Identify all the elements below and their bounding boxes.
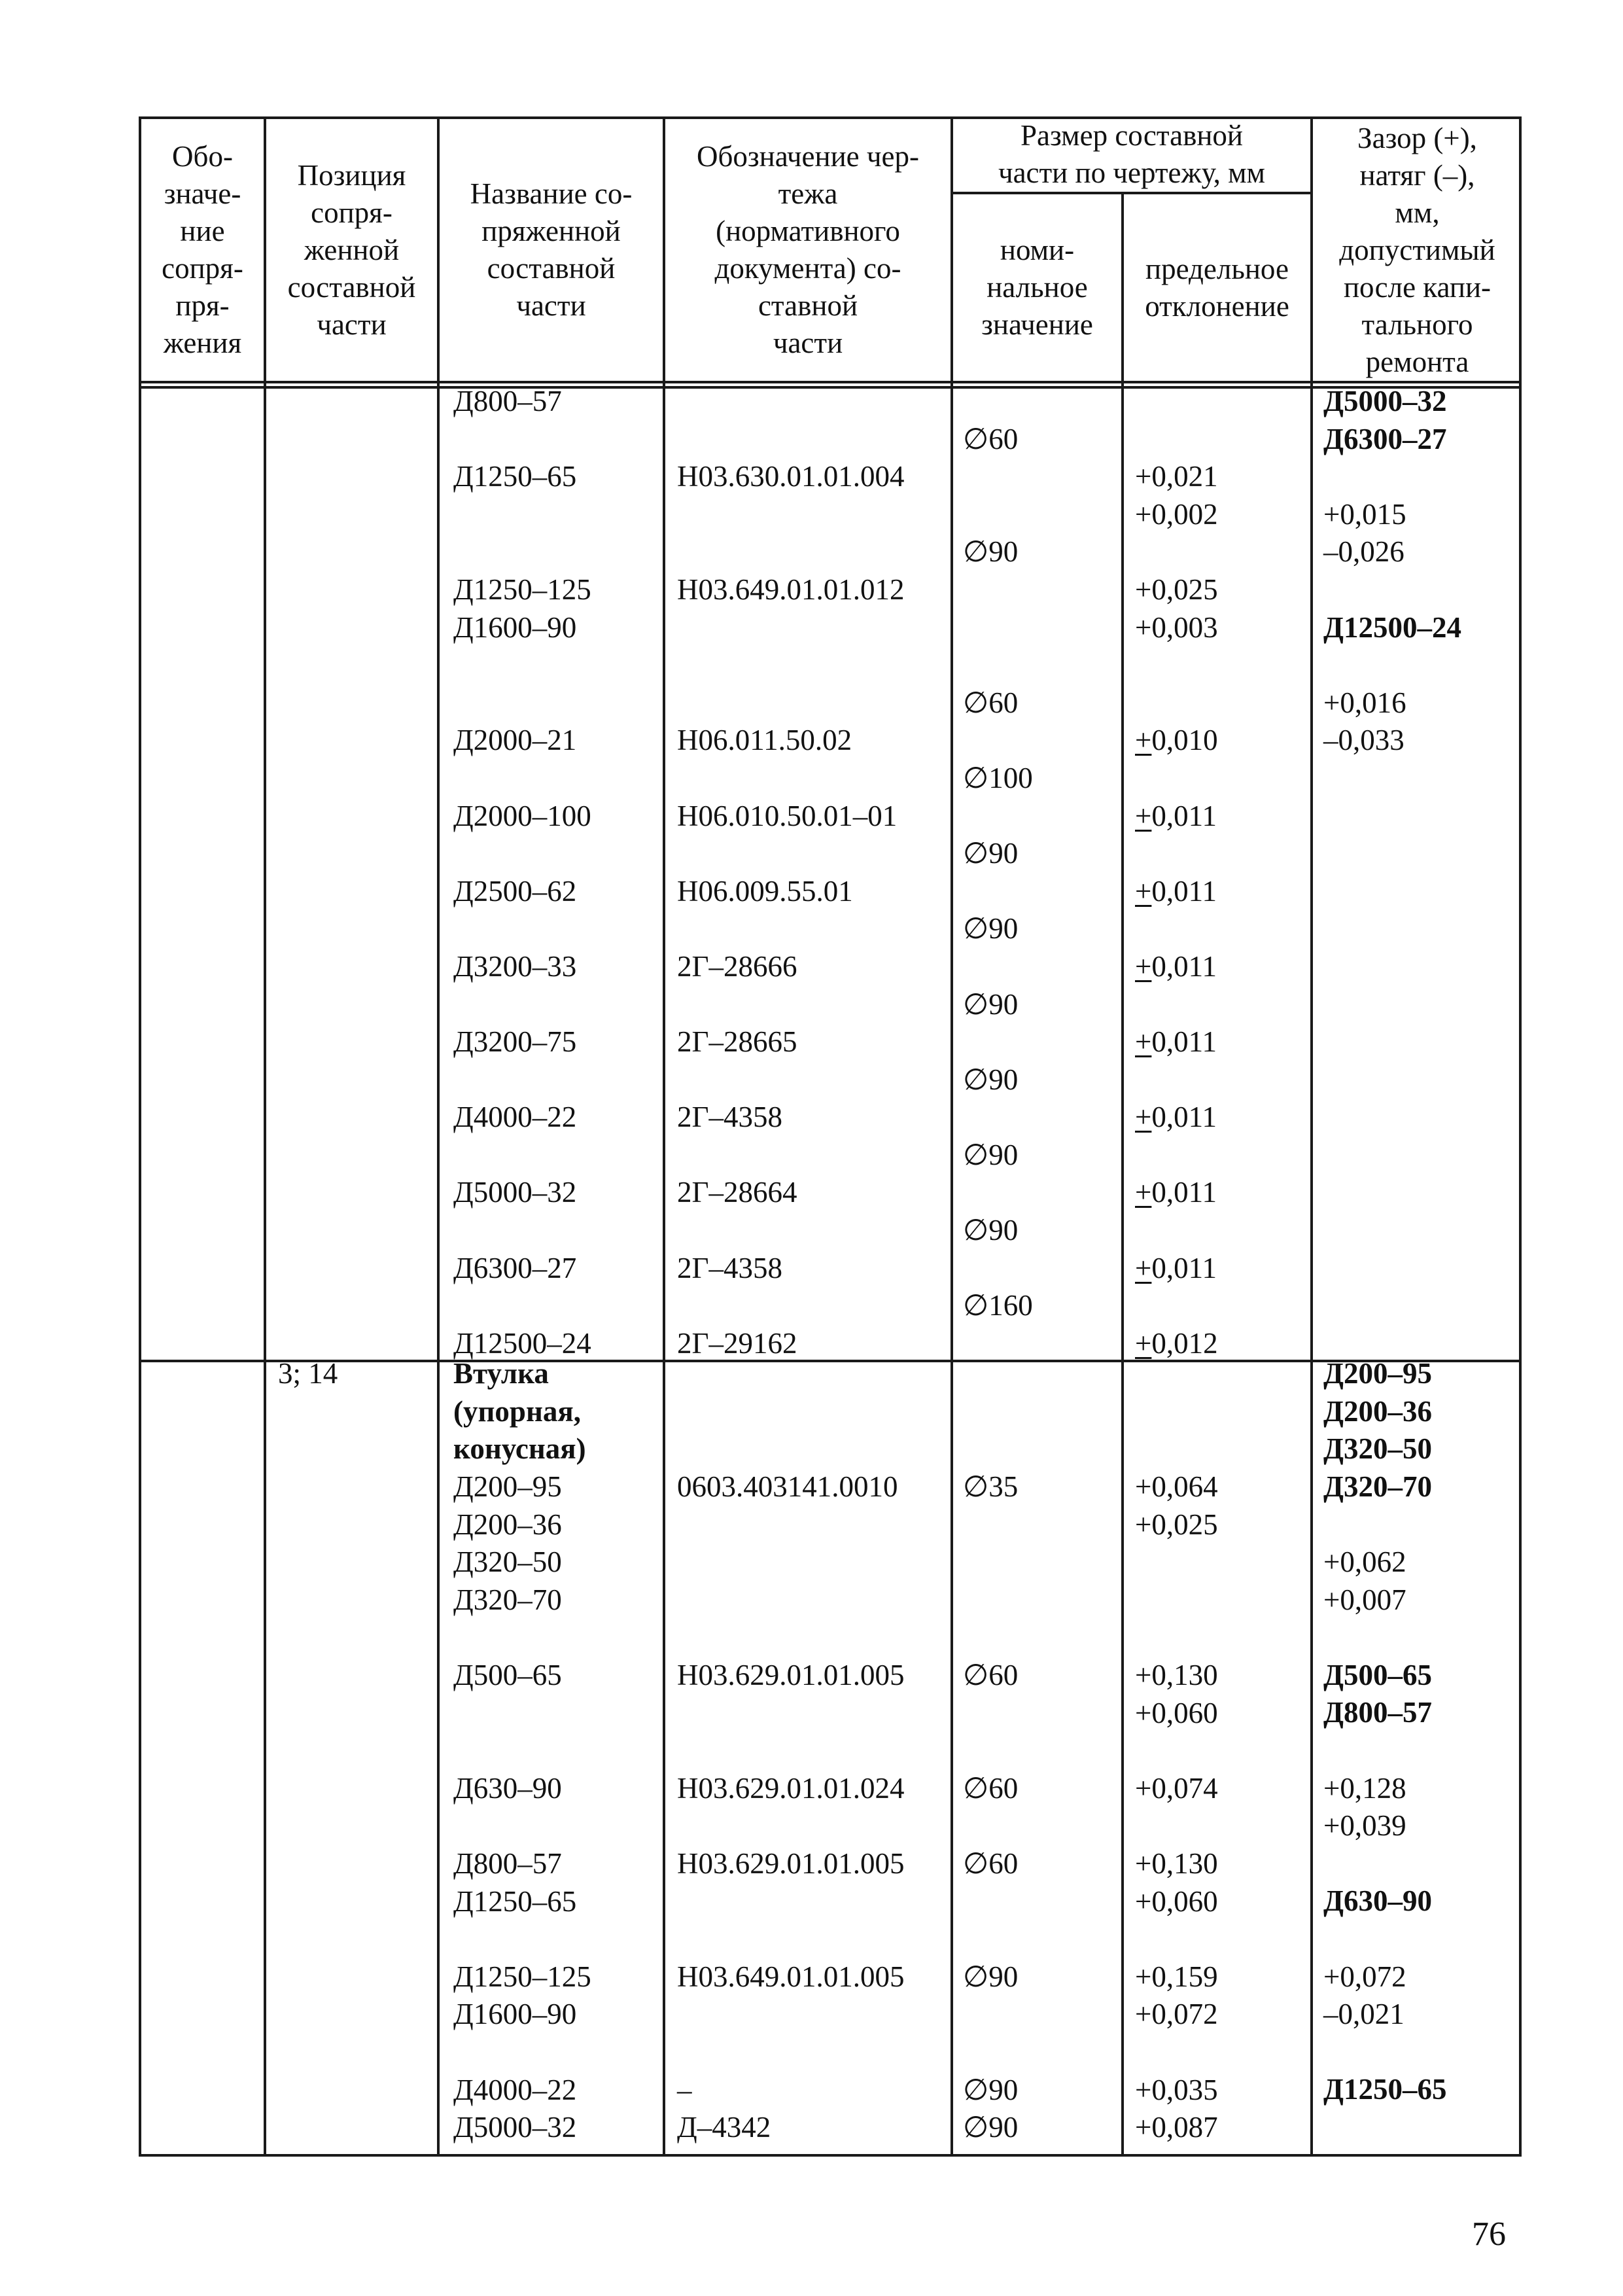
column-divider-3 (663, 116, 665, 2157)
table-line (963, 571, 1033, 609)
table-line (1135, 383, 1218, 421)
table-line: +0,039 (1323, 1809, 1406, 1843)
table-line: Д1250–65 (453, 460, 577, 493)
table-line (963, 1695, 1018, 1733)
table-line (1323, 1619, 1446, 1657)
table-line (963, 1099, 1033, 1137)
table-line: Д2500–62 (453, 874, 577, 908)
table-line: +0,074 (1135, 1771, 1218, 1805)
table-line: ∅90 (963, 837, 1019, 870)
table-line: Д6300–27 (1323, 422, 1447, 455)
table-line: Н06.009.55.01 (677, 874, 853, 908)
table-line (963, 798, 1033, 836)
table-line (677, 1920, 905, 1958)
section1-nominal-column (963, 383, 1033, 1362)
table-line (963, 1174, 1033, 1212)
table-line (1135, 760, 1218, 798)
table-line: ∅90 (963, 2073, 1019, 2106)
table-line (963, 1732, 1018, 1770)
table-line (677, 421, 905, 459)
table-line (1323, 458, 1461, 496)
table-line: Н03.629.01.01.005 (677, 1846, 905, 1880)
table-line (677, 760, 905, 798)
table-line: Д1250–125 (453, 573, 591, 606)
table-line: Д1250–125 (453, 1960, 591, 1993)
table-line: 2Г–29162 (677, 1326, 797, 1360)
table-line: +0,011 (1135, 1025, 1217, 1059)
table-line (677, 609, 905, 647)
table-line (453, 986, 591, 1024)
table-line: +0,011 (1135, 1101, 1217, 1134)
table-line: Д5000–32 (453, 2111, 577, 2144)
table-line: Д2000–21 (453, 724, 577, 757)
header-name: Название со- пряженной составной части (470, 177, 633, 322)
table-line: Д12500–24 (1323, 610, 1461, 644)
table-line: Д1600–90 (453, 610, 577, 644)
table-line: +0,025 (1135, 1508, 1218, 1541)
table-line: ∅60 (963, 686, 1019, 719)
table-line (1323, 1732, 1446, 1770)
table-line: +0,021 (1135, 460, 1218, 493)
table-line (963, 383, 1033, 421)
table-line: +0,015 (1323, 497, 1406, 531)
header-position: Позиция сопря- женной составной части (287, 158, 416, 341)
table-line: Д320–70 (1323, 1470, 1432, 1503)
table-line: Д1250–65 (453, 1884, 577, 1918)
table-line (1135, 1061, 1218, 1099)
table-line (1135, 1732, 1218, 1770)
table-line (677, 1287, 905, 1325)
table-line: –0,026 (1323, 535, 1405, 569)
table-line (453, 684, 591, 722)
page-number: 76 (1472, 2216, 1506, 2253)
table-line: +0,072 (1323, 1960, 1406, 1993)
table-line: Д200–95 (1323, 1357, 1432, 1390)
table-line (963, 1250, 1033, 1288)
table-line: +0,010 (1135, 724, 1218, 757)
table-line: Д4000–22 (453, 1101, 577, 1134)
header-drawing: Обозначение чер- тежа (нормативного документа) со- ставной части (696, 140, 919, 359)
table-line (453, 835, 591, 873)
section2-clearance-column (1323, 1355, 1446, 2109)
table-line: Д3200–75 (453, 1025, 577, 1059)
table-line: Д6300–27 (453, 1251, 577, 1284)
table-line: Д800–57 (453, 1846, 562, 1880)
table-line: Д4000–22 (453, 2073, 577, 2106)
table-line: ∅90 (963, 912, 1019, 945)
table-line: +0,002 (1135, 497, 1218, 531)
table-line (1135, 533, 1218, 571)
table-line (1135, 1581, 1218, 1619)
table-line (963, 1544, 1018, 1581)
table-line: +0,130 (1135, 1846, 1218, 1880)
table-line: +0,072 (1135, 1998, 1218, 2031)
table-line (453, 760, 591, 798)
table-line (677, 910, 905, 948)
table-line: Д5000–32 (453, 1176, 577, 1209)
table-line: ∅90 (963, 2111, 1019, 2144)
table-line (453, 1137, 591, 1174)
table-line: Д320–70 (453, 1583, 562, 1616)
section1-deviation-column (1135, 383, 1218, 1362)
table-line (453, 496, 591, 534)
table-line: Н03.629.01.01.005 (677, 1658, 905, 1691)
table-line: Д–4342 (677, 2111, 771, 2144)
table-line: –0,033 (1323, 724, 1405, 757)
table-line: Н06.010.50.01–01 (677, 799, 898, 832)
table-line: Н06.011.50.02 (677, 724, 852, 757)
table-line: Д630–90 (453, 1771, 562, 1805)
column-divider-5 (1121, 192, 1124, 2157)
table-line: – (677, 2073, 692, 2106)
table-line (1135, 1137, 1218, 1174)
table-line (677, 1996, 905, 2034)
table-line: Д1250–65 (1323, 2073, 1447, 2106)
column-divider-4 (951, 116, 953, 2157)
table-line (453, 2034, 591, 2072)
table-line (677, 835, 905, 873)
column-divider-2 (437, 116, 440, 2157)
table-line: +0,159 (1135, 1960, 1218, 1993)
section1-name-column (453, 383, 591, 1362)
table-line: ∅100 (963, 761, 1033, 794)
table-line (453, 1732, 591, 1770)
table-line: 2Г–28666 (677, 949, 797, 983)
table-line (963, 1325, 1033, 1363)
table-line: +0,130 (1135, 1658, 1218, 1691)
table-line (1135, 421, 1218, 459)
table-line (453, 646, 591, 684)
column-divider-6 (1310, 116, 1313, 2157)
table-line: Д800–57 (453, 385, 562, 417)
table-line (677, 1137, 905, 1174)
table-line: ∅60 (963, 1846, 1019, 1880)
table-line (1135, 646, 1218, 684)
section1-clearance-column (1323, 383, 1461, 760)
table-line (1135, 1287, 1218, 1325)
table-line (677, 383, 905, 421)
table-line: Д3200–33 (453, 949, 577, 983)
table-line (963, 2034, 1018, 2072)
table-line (963, 1920, 1018, 1958)
table-line (677, 1212, 905, 1250)
table-line (453, 1807, 591, 1845)
table-line (453, 1287, 591, 1325)
table-line (963, 1506, 1018, 1544)
table-line: +0,007 (1323, 1583, 1406, 1616)
table-line (1323, 571, 1461, 609)
table-line (1135, 684, 1218, 722)
table-line: +0,011 (1135, 799, 1217, 832)
table-line: +0,011 (1135, 874, 1217, 908)
table-line (963, 458, 1033, 496)
table-line: Н03.629.01.01.024 (677, 1771, 905, 1805)
header-nominal: номи- нальное значение (981, 234, 1093, 341)
table-line (963, 609, 1033, 647)
table-line (677, 684, 905, 722)
table-line: –0,021 (1323, 1998, 1405, 2031)
section1-drawing-column (677, 383, 905, 1362)
table-line: ∅90 (963, 1063, 1019, 1096)
table-line (677, 533, 905, 571)
table-line: Д2000–100 (453, 799, 591, 832)
table-line (963, 1996, 1018, 2034)
table-line (963, 722, 1033, 760)
table-line (1135, 986, 1218, 1024)
table-line (963, 646, 1033, 684)
table-line (677, 2034, 905, 2072)
table-line (677, 1506, 905, 1544)
table-line: Д200–36 (453, 1508, 562, 1541)
table-line: 0603.403141.0010 (677, 1470, 898, 1503)
table-line: ∅60 (963, 1658, 1019, 1691)
table-line: +0,016 (1323, 686, 1406, 719)
table-line: +0,128 (1323, 1771, 1406, 1805)
table-line: Д200–95 (453, 1470, 562, 1503)
section2-nominal-column (963, 1468, 1018, 2147)
table-line (453, 1695, 591, 1733)
table-line (1135, 1920, 1218, 1958)
table-line (1323, 2034, 1446, 2072)
table-line: +0,003 (1135, 610, 1218, 644)
header-deviation: предельное отклонение (1145, 252, 1289, 323)
table-line (453, 1212, 591, 1250)
table-line (453, 421, 591, 459)
table-line (453, 1061, 591, 1099)
table-line: Н03.630.01.01.004 (677, 460, 905, 493)
table-line: ∅60 (963, 422, 1019, 455)
table-line: Д200–36 (1323, 1394, 1432, 1428)
table-line: ∅90 (963, 1214, 1019, 1247)
table-line (1323, 646, 1461, 684)
table-line: Д320–50 (453, 1545, 562, 1579)
table-line: Д1600–90 (453, 1998, 577, 2031)
table-line: +0,064 (1135, 1470, 1218, 1503)
table-line: ∅90 (963, 1960, 1019, 1993)
table-line (1323, 1506, 1446, 1544)
table-line (677, 1061, 905, 1099)
table-line: Н03.649.01.01.012 (677, 573, 905, 606)
table-line (677, 1581, 905, 1619)
table-line: ∅90 (963, 987, 1019, 1021)
table-line: Д630–90 (1323, 1884, 1432, 1918)
section2-name-column (453, 1468, 591, 2147)
table-line (1323, 1920, 1446, 1958)
table-line: +0,011 (1135, 1251, 1217, 1284)
table-line (963, 873, 1033, 911)
table-line: +0,060 (1135, 1696, 1218, 1729)
table-line (677, 1732, 905, 1770)
table-line: +0,011 (1135, 1176, 1217, 1209)
table-line (1135, 1212, 1218, 1250)
table-line (963, 496, 1033, 534)
table-line: +0,060 (1135, 1884, 1218, 1918)
table-line: +0,087 (1135, 2111, 1218, 2144)
table-line: +0,062 (1323, 1545, 1406, 1578)
section2-position: 3; 14 (278, 1357, 338, 1390)
table-line (677, 1544, 905, 1581)
table-line: Д320–50 (1323, 1432, 1432, 1466)
table-line: ∅90 (963, 535, 1019, 569)
table-line: 2Г–28665 (677, 1025, 797, 1059)
table-line (1135, 2034, 1218, 2072)
table-line (1135, 910, 1218, 948)
table-line: Н03.649.01.01.005 (677, 1960, 905, 1993)
section2-deviation-column (1135, 1468, 1218, 2147)
table-line (963, 1807, 1018, 1845)
table-line: Д12500–24 (453, 1326, 591, 1360)
table-line (677, 496, 905, 534)
table-line (677, 986, 905, 1024)
table-line (453, 1619, 591, 1657)
table-line (963, 948, 1033, 986)
table-line: Д500–65 (1323, 1658, 1432, 1691)
table-line: +0,011 (1135, 949, 1217, 983)
table-line (677, 1883, 905, 1921)
table-line (1135, 835, 1218, 873)
table-line (1135, 1619, 1218, 1657)
table-line: +0,012 (1135, 1326, 1218, 1360)
table-line (677, 1807, 905, 1845)
table-line: 2Г–4358 (677, 1251, 783, 1284)
header-size-group: Размер составной части по чертежу, мм (998, 118, 1266, 189)
table-line: 2Г–28664 (677, 1176, 797, 1209)
table-line: ∅60 (963, 1771, 1019, 1805)
table-line (677, 646, 905, 684)
table-line: ∅35 (963, 1470, 1019, 1503)
table-line: 2Г–4358 (677, 1101, 783, 1134)
table-line (1135, 1807, 1218, 1845)
table-line: +0,025 (1135, 573, 1218, 606)
table-line (963, 1883, 1018, 1921)
header-designation: Обо- значе- ние сопря- пря- жения (162, 140, 243, 359)
section2-name-bold: Втулка (упорная, конусная) (453, 1357, 586, 1466)
table-line (963, 1581, 1018, 1619)
table-line (677, 1695, 905, 1733)
column-divider-1 (264, 116, 266, 2157)
table-line (1135, 1544, 1218, 1581)
table-line: Д5000–32 (1323, 385, 1447, 417)
table-line: +0,035 (1135, 2073, 1218, 2106)
header-clearance: Зазор (+), натяг (–), мм, допустимый после капи- тального ремонта (1339, 121, 1495, 378)
table-line (963, 1619, 1018, 1657)
table-line (453, 533, 591, 571)
table-line (963, 1023, 1033, 1061)
table-line: Д800–57 (1323, 1696, 1432, 1729)
table-line (453, 1920, 591, 1958)
table-line (1323, 1845, 1446, 1883)
table-line: ∅160 (963, 1289, 1033, 1322)
table-line: ∅90 (963, 1138, 1019, 1171)
table-line (453, 910, 591, 948)
table-line (677, 1619, 905, 1657)
section2-drawing-column (677, 1468, 905, 2147)
table-line: Д500–65 (453, 1658, 562, 1691)
